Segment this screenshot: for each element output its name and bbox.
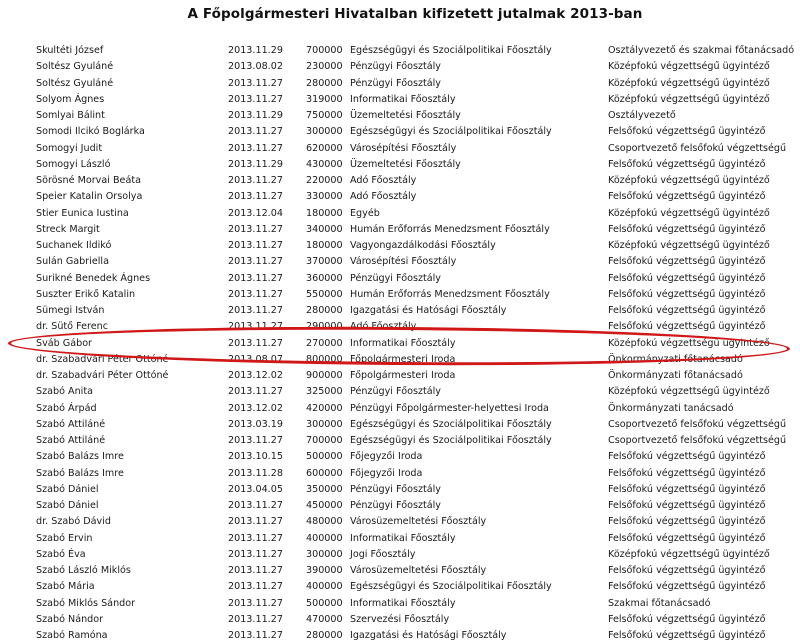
employee-name: dr. Szabó Dávid [36, 516, 111, 528]
employee-name: Skultéti József [36, 45, 104, 56]
payment-date: 2013.11.27 [228, 516, 283, 528]
job-position: Önkormányzati főtanácsadó [608, 370, 743, 381]
department: Főpolgármesteri Iroda [350, 353, 456, 365]
employee-name: Suszter Erikő Katalin [36, 288, 136, 300]
payment-date: 2013.11.27 [228, 93, 283, 105]
employee-name: Szabó Ervin [36, 532, 93, 544]
job-position: Felsőfokú végzettségű ügyintéző [608, 321, 766, 333]
department: Városüzemeltetési Főosztály [350, 516, 487, 528]
table-row [0, 108, 800, 124]
table-row [0, 271, 800, 287]
department: Szervezési Főosztály [350, 613, 450, 625]
reward-amount: 360000 [306, 272, 343, 284]
job-position: Önkormányzati tanácsadó [608, 402, 734, 414]
job-position: Osztályvezető és szakmai főtanácsadó [608, 45, 795, 56]
payment-date: 2013.11.27 [228, 272, 283, 284]
employee-name: Surikné Benedek Ágnes [36, 272, 151, 284]
employee-name: Szabó Éva [36, 548, 86, 560]
table-row [0, 141, 800, 157]
job-position: Felsőfokú végzettségű ügyintéző [608, 467, 766, 479]
department: Egészségügyi és Szociálpolitikai Főosztály [350, 126, 552, 138]
reward-amount: 300000 [306, 126, 343, 138]
payment-date: 2013.04.05 [228, 483, 283, 495]
employee-name: Soltész Gyuláné [36, 77, 114, 89]
reward-amount: 330000 [306, 191, 343, 203]
payment-date: 2013.11.27 [228, 223, 283, 235]
table-row [0, 206, 800, 222]
job-position: Felsőfokú végzettségű ügyintéző [608, 516, 766, 528]
job-position: Szakmai főtanácsadó [608, 597, 711, 609]
payment-date: 2013.11.27 [228, 597, 283, 609]
job-position: Felsőfokú végzettségű ügyintéző [608, 500, 766, 511]
reward-amount: 180000 [306, 240, 343, 251]
department: Pénzügyi Főosztály [350, 77, 441, 89]
payment-date: 2013.11.27 [228, 565, 283, 576]
payment-date: 2013.11.27 [228, 337, 283, 349]
payment-date: 2013.03.19 [228, 418, 283, 430]
department: Pénzügyi Főpolgármester-helyettesi Iroda [350, 402, 549, 414]
reward-amount: 280000 [306, 630, 343, 641]
reward-amount: 600000 [306, 467, 343, 479]
employee-name: Szabó Ramóna [36, 630, 108, 641]
payment-date: 2013.11.27 [228, 581, 283, 593]
table-row [0, 498, 800, 514]
department: Főjegyzői Iroda [350, 467, 423, 479]
reward-amount: 340000 [306, 223, 343, 235]
payment-date: 2013.11.27 [228, 548, 283, 560]
job-position: Felsőfokú végzettségű ügyintéző [608, 158, 766, 170]
employee-name: Soltész Gyuláné [36, 61, 114, 73]
table-row [0, 596, 800, 612]
job-position: Középfokú végzettségű ügyintéző [608, 61, 770, 73]
employee-name: Szabó Dániel [36, 483, 99, 495]
job-position: Felsőfokú végzettségű ügyintéző [608, 613, 766, 625]
department: Adó Főosztály [350, 175, 417, 186]
table-row [0, 579, 800, 595]
department: Igazgatási és Hatósági Főosztály [350, 305, 507, 316]
payment-date: 2013.12.02 [228, 402, 283, 414]
job-position: Középfokú végzettségű ügyintéző [608, 175, 770, 186]
table-row [0, 531, 800, 547]
table-row [0, 514, 800, 530]
employee-name: dr. Sütő Ferenc [36, 321, 108, 333]
job-position: Felsőfokú végzettségű ügyintéző [608, 126, 766, 138]
payment-date: 2013.11.27 [228, 435, 283, 446]
table-row [0, 287, 800, 303]
employee-name: Suchanek Ildikó [36, 240, 112, 251]
department: Humán Erőforrás Menedzsment Főosztály [350, 288, 550, 300]
payment-date: 2013.11.27 [228, 532, 283, 544]
table-row [0, 254, 800, 270]
employee-name: Somogyi László [36, 158, 111, 170]
job-position: Felsőfokú végzettségű ügyintéző [608, 191, 766, 203]
reward-amount: 280000 [306, 305, 343, 316]
department: Városépítési Főosztály [350, 142, 457, 154]
job-position: Felsőfokú végzettségű ügyintéző [608, 256, 766, 268]
table-row [0, 368, 800, 384]
payment-date: 2013.11.27 [228, 305, 283, 316]
job-position: Csoportvezető felsőfokú végzettségű [608, 418, 787, 430]
department: Üzemeltetési Főosztály [350, 110, 461, 121]
department: Városépítési Főosztály [350, 256, 457, 268]
reward-amount: 470000 [306, 613, 343, 625]
department: Pénzügyi Főosztály [350, 272, 441, 284]
job-position: Középfokú végzettségű ügyintéző [608, 548, 770, 560]
table-row [0, 352, 800, 368]
reward-amount: 620000 [306, 142, 343, 154]
job-position: Középfokú végzettségű ügyintéző [608, 386, 770, 398]
table-row [0, 482, 800, 498]
employee-name: dr. Szabadvári Péter Ottóné [36, 353, 169, 365]
payment-date: 2013.08.02 [228, 61, 283, 73]
reward-amount: 319000 [306, 93, 343, 105]
employee-name: Szabó Árpád [36, 402, 97, 414]
job-position: Felsőfokú végzettségű ügyintéző [608, 532, 766, 544]
payment-date: 2013.11.27 [228, 321, 283, 333]
employee-name: Szabó Attiláné [36, 418, 106, 430]
table-row [0, 157, 800, 173]
department: Pénzügyi Főosztály [350, 483, 441, 495]
department: Egészségügyi és Szociálpolitikai Főosztály [350, 418, 552, 430]
job-position: Középfokú végzettségű ügyintéző [608, 93, 770, 105]
job-position: Csoportvezető felsőfokú végzettségű [608, 142, 787, 154]
employee-name: Szabó Nándor [36, 613, 104, 625]
employee-name: Sümegi István [36, 305, 105, 316]
job-position: Felsőfokú végzettségű ügyintéző [608, 581, 766, 593]
reward-amount: 370000 [306, 256, 343, 268]
employee-name: Somogyi Judit [36, 142, 103, 154]
payment-date: 2013.11.27 [228, 77, 283, 89]
payment-date: 2013.11.27 [228, 630, 283, 641]
table-row [0, 189, 800, 205]
employee-name: Solyom Ágnes [36, 93, 105, 105]
employee-name: Somodi Ilcikó Boglárka [36, 126, 145, 138]
department: Adó Főosztály [350, 191, 417, 203]
payment-date: 2013.10.15 [228, 451, 283, 463]
department: Jogi Főosztály [350, 548, 416, 560]
job-position: Középfokú végzettségű ügyintéző [608, 207, 770, 219]
reward-amount: 500000 [306, 597, 343, 609]
reward-amount: 350000 [306, 483, 343, 495]
table-row [0, 59, 800, 75]
department: Pénzügyi Főosztály [350, 386, 441, 398]
payment-date: 2013.11.27 [228, 386, 283, 398]
employee-name: Szabó Balázs Imre [36, 451, 124, 463]
table-row [0, 466, 800, 482]
payment-date: 2013.11.27 [228, 240, 283, 251]
job-position: Felsőfokú végzettségű ügyintéző [608, 223, 766, 235]
payment-date: 2013.11.27 [228, 256, 283, 268]
table-row [0, 173, 800, 189]
employee-name: Szabó Miklós Sándor [36, 597, 136, 609]
employee-name: Szabó Attiláné [36, 435, 106, 446]
department: Pénzügyi Főosztály [350, 61, 441, 73]
department: Főjegyzői Iroda [350, 451, 423, 463]
reward-amount: 220000 [306, 175, 343, 186]
employee-name: Streck Margit [36, 223, 100, 235]
employee-name: Szabó Balázs Imre [36, 467, 124, 479]
job-position: Osztályvezető [608, 110, 676, 121]
job-position: Középfokú végzettségű ügyintéző [608, 77, 770, 89]
department: Főpolgármesteri Iroda [350, 370, 456, 381]
reward-table [0, 43, 800, 644]
payment-date: 2013.11.27 [228, 613, 283, 625]
employee-name: Somlyai Bálint [36, 110, 105, 121]
job-position: Középfokú végzettségű ügyintéző [608, 337, 770, 349]
department: Adó Főosztály [350, 321, 417, 333]
reward-amount: 390000 [306, 565, 343, 576]
department: Igazgatási és Hatósági Főosztály [350, 630, 507, 641]
job-position: Felsőfokú végzettségű ügyintéző [608, 305, 766, 316]
employee-name: dr. Szabadvári Péter Ottóné [36, 370, 169, 381]
job-position: Felsőfokú végzettségű ügyintéző [608, 272, 766, 284]
payment-date: 2013.12.02 [228, 370, 283, 381]
job-position: Felsőfokú végzettségű ügyintéző [608, 630, 766, 641]
job-position: Önkormányzati főtanácsadó [608, 353, 743, 365]
table-row [0, 92, 800, 108]
reward-amount: 300000 [306, 418, 343, 430]
table-row [0, 612, 800, 628]
payment-date: 2013.11.27 [228, 191, 283, 203]
reward-amount: 325000 [306, 386, 343, 398]
table-row [0, 76, 800, 92]
reward-amount: 550000 [306, 288, 343, 300]
department: Informatikai Főosztály [350, 93, 456, 105]
payment-date: 2013.11.27 [228, 500, 283, 511]
document-title: A Főpolgármesteri Hivatalban kifizetett jutalmak 2013-ban [187, 6, 643, 22]
table-row [0, 547, 800, 563]
payment-date: 2013.11.27 [228, 288, 283, 300]
payment-date: 2013.11.27 [228, 142, 283, 154]
table-row [0, 124, 800, 140]
reward-amount: 800000 [306, 353, 343, 365]
reward-amount: 700000 [306, 45, 343, 56]
reward-amount: 180000 [306, 207, 343, 219]
table-row [0, 319, 800, 335]
table-row [0, 449, 800, 465]
table-row [0, 384, 800, 400]
employee-name: Szabó Anita [36, 386, 93, 398]
reward-amount: 230000 [306, 61, 343, 73]
reward-amount: 400000 [306, 532, 343, 544]
department: Városüzemeltetési Főosztály [350, 565, 487, 576]
department: Egészségügyi és Szociálpolitikai Főosztály [350, 45, 552, 56]
job-position: Középfokú végzettségű ügyintéző [608, 240, 770, 251]
table-row [0, 417, 800, 433]
reward-amount: 290000 [306, 321, 343, 333]
payment-date: 2013.11.27 [228, 175, 283, 186]
reward-amount: 280000 [306, 77, 343, 89]
employee-name: Szabó Mária [36, 581, 95, 593]
reward-amount: 480000 [306, 516, 343, 528]
table-row [0, 628, 800, 644]
department: Egyéb [350, 207, 380, 219]
reward-amount: 430000 [306, 158, 343, 170]
payment-date: 2013.11.29 [228, 45, 283, 56]
table-row [0, 43, 800, 59]
department: Üzemeltetési Főosztály [350, 158, 461, 170]
reward-amount: 700000 [306, 435, 343, 446]
payment-date: 2013.11.27 [228, 126, 283, 138]
employee-name: Szabó Dániel [36, 500, 99, 511]
job-position: Felsőfokú végzettségű ügyintéző [608, 288, 766, 300]
table-row [0, 433, 800, 449]
table-row [0, 222, 800, 238]
payment-date: 2013.11.29 [228, 110, 283, 121]
employee-name: Stier Eunica Iustina [36, 207, 129, 219]
table-row [0, 563, 800, 579]
department: Informatikai Főosztály [350, 532, 456, 544]
job-position: Csoportvezető felsőfokú végzettségű [608, 435, 787, 446]
reward-amount: 750000 [306, 110, 343, 121]
reward-amount: 300000 [306, 548, 343, 560]
job-position: Felsőfokú végzettségű ügyintéző [608, 565, 766, 576]
table-row [0, 238, 800, 254]
department: Informatikai Főosztály [350, 337, 456, 349]
employee-name: Sváb Gábor [36, 337, 93, 349]
department: Humán Erőforrás Menedzsment Főosztály [350, 223, 550, 235]
employee-name: Szabó László Miklós [36, 565, 131, 576]
department: Informatikai Főosztály [350, 597, 456, 609]
reward-amount: 450000 [306, 500, 343, 511]
job-position: Felsőfokú végzettségű ügyintéző [608, 483, 766, 495]
reward-amount: 900000 [306, 370, 343, 381]
reward-amount: 400000 [306, 581, 343, 593]
department: Egészségügyi és Szociálpolitikai Főosztály [350, 435, 552, 446]
employee-name: Speier Katalin Orsolya [36, 191, 143, 203]
reward-amount: 270000 [306, 337, 343, 349]
table-row [0, 401, 800, 417]
department: Pénzügyi Főosztály [350, 500, 441, 511]
reward-amount: 420000 [306, 402, 343, 414]
table-row [0, 336, 800, 352]
payment-date: 2013.11.29 [228, 158, 283, 170]
payment-date: 2013.08.07 [228, 353, 283, 365]
department: Vagyongazdálkodási Főosztály [350, 240, 496, 251]
payment-date: 2013.12.04 [228, 207, 283, 219]
payment-date: 2013.11.28 [228, 467, 283, 479]
reward-amount: 500000 [306, 451, 343, 463]
department: Egészségügyi és Szociálpolitikai Főosztály [350, 581, 552, 593]
employee-name: Sörösné Morvai Beáta [36, 175, 141, 186]
table-row [0, 303, 800, 319]
job-position: Felsőfokú végzettségű ügyintéző [608, 451, 766, 463]
employee-name: Sulán Gabriella [36, 256, 109, 268]
